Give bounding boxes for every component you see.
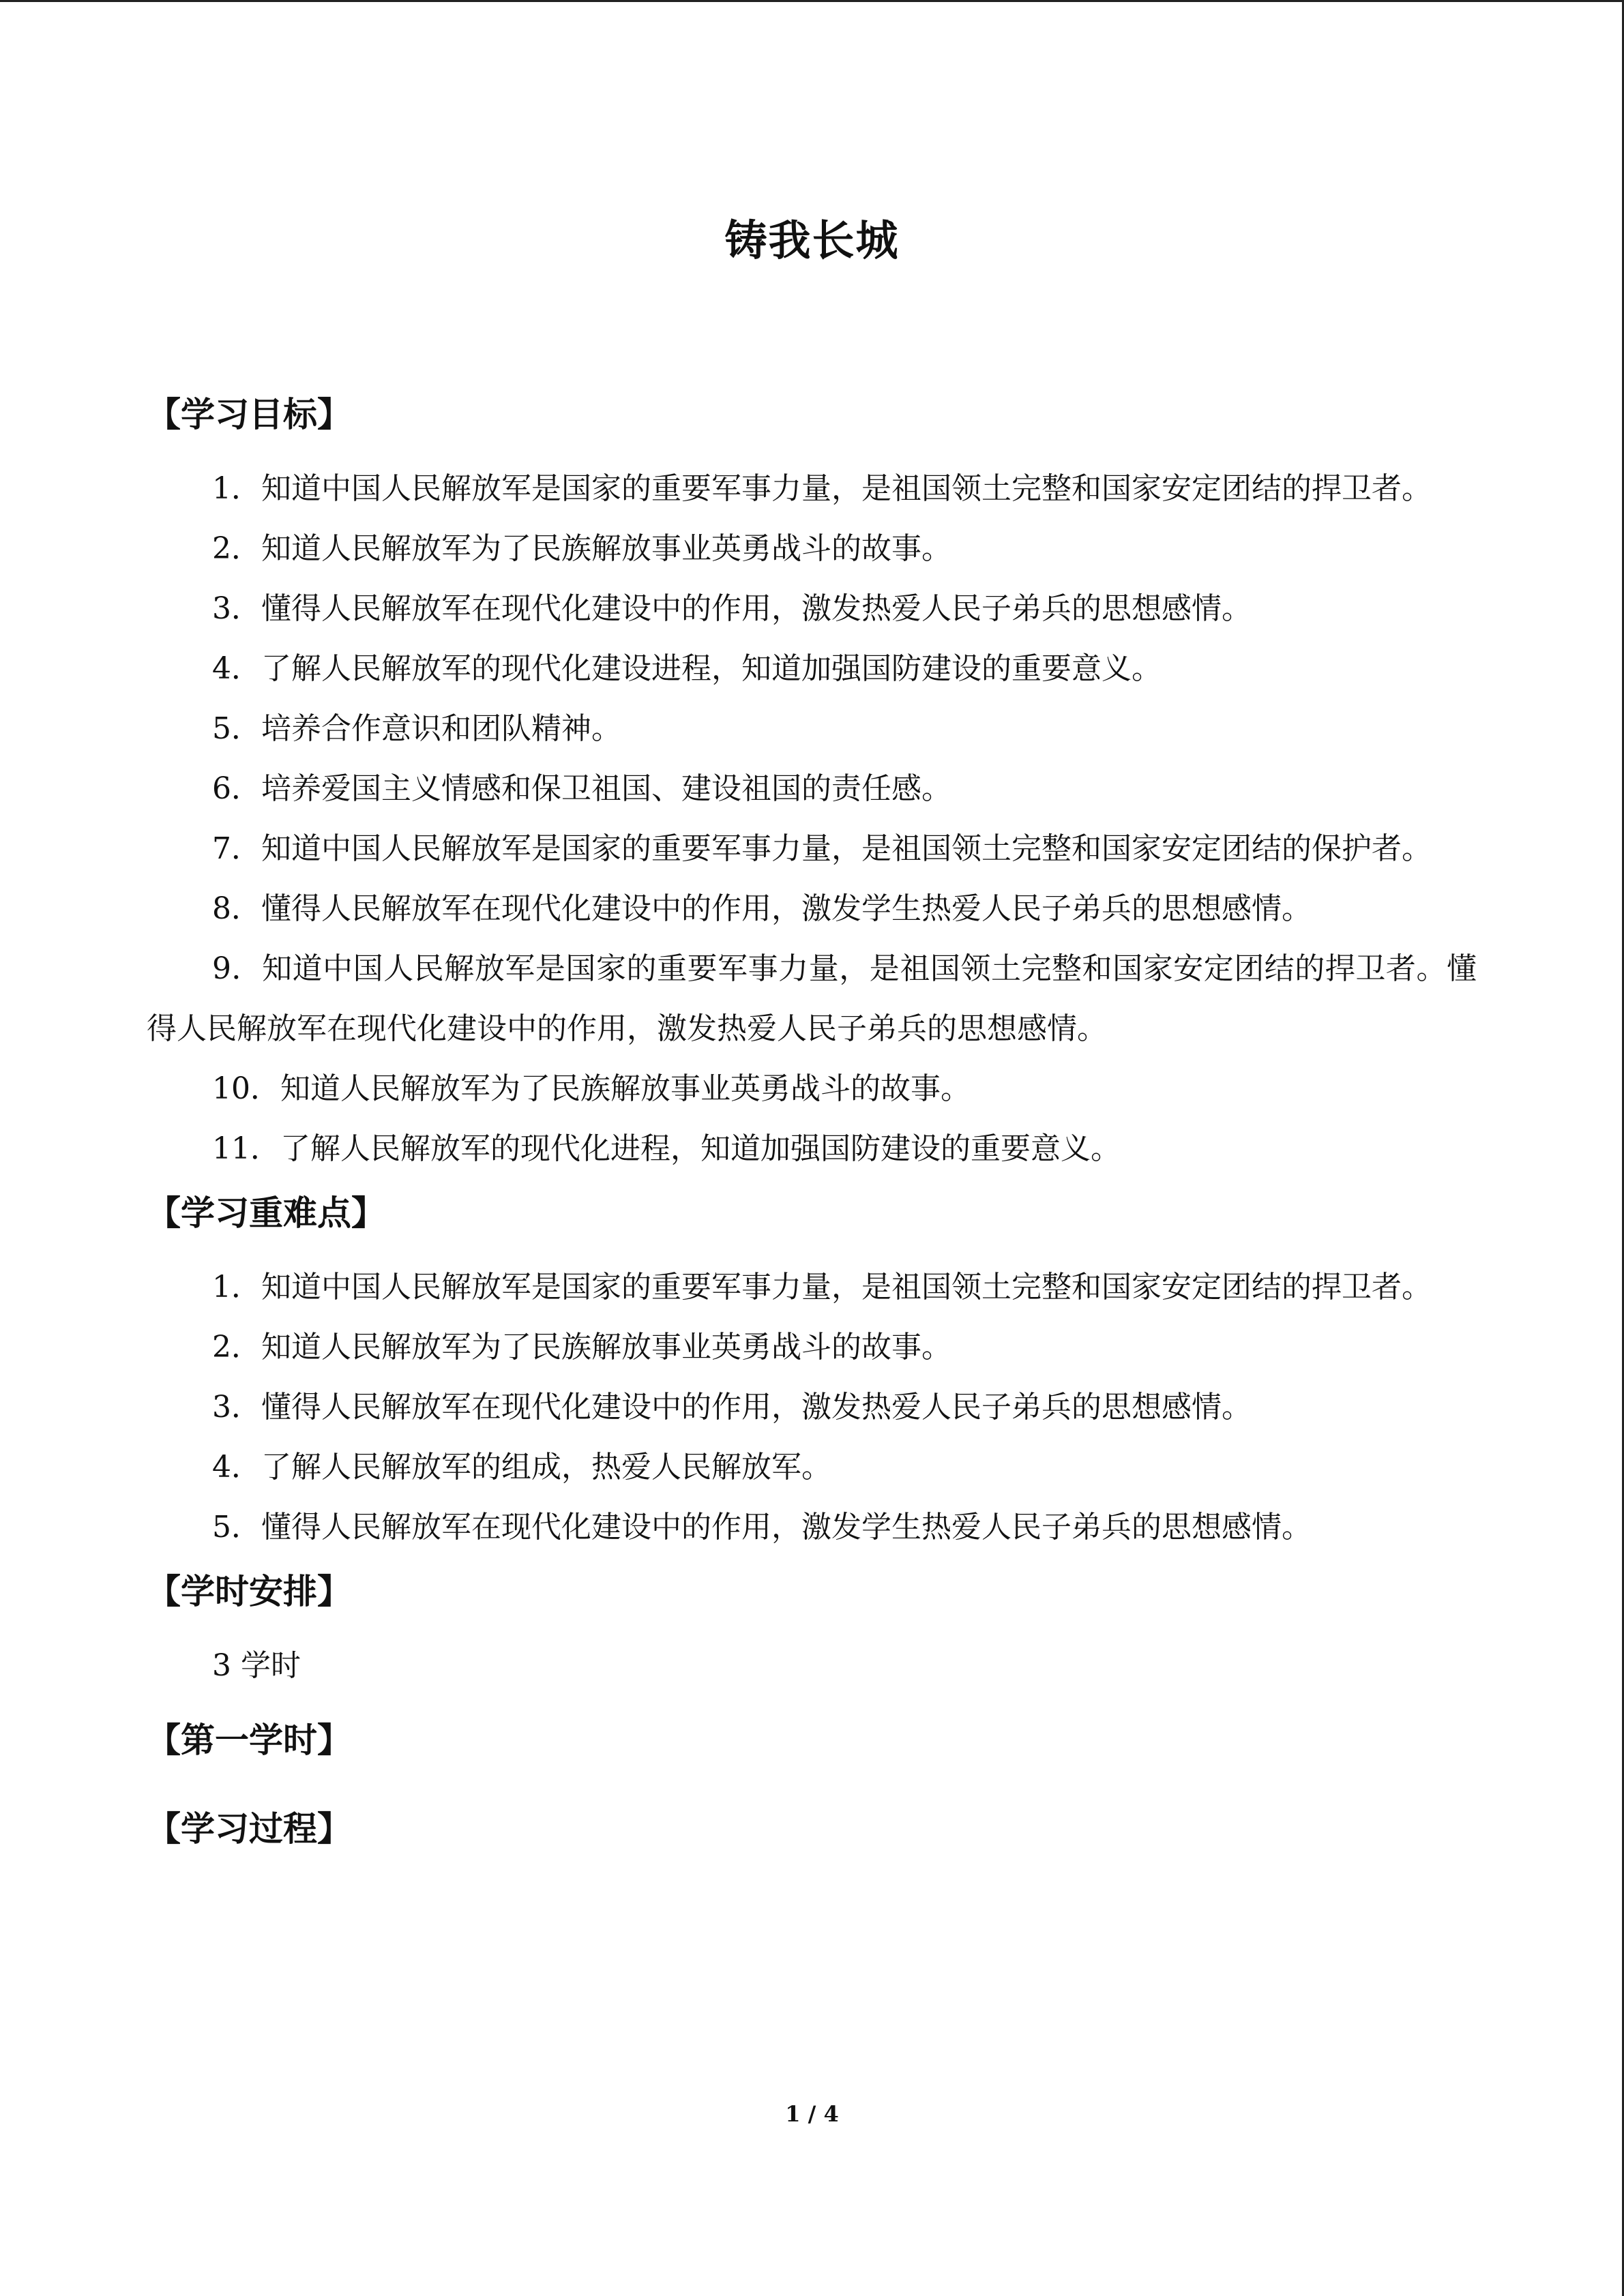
- goal-item-1: 1．知道中国人民解放军是国家的重要军事力量，是祖国领土完整和国家安定团结的捍卫者。: [212, 471, 1432, 506]
- key-point-item-4: 4．了解人民解放军的组成，热爱人民解放军。: [212, 1450, 831, 1485]
- goal-item-9: 9．知道中国人民解放军是国家的重要军事力量，是祖国领土完整和国家安定团结的捍卫者。懂得人民解放军在现代化建设中的作用，激发热爱人民子弟兵的思想感情。: [147, 951, 1477, 1046]
- goal-item-2: 2．知道人民解放军为了民族解放事业英勇战斗的故事。: [212, 531, 951, 566]
- section-first-period: [147, 1706, 1477, 1774]
- key-point-item-1: 1．知道中国人民解放军是国家的重要军事力量，是祖国领土完整和国家安定团结的捍卫者。: [212, 1270, 1432, 1304]
- section-heading-key-points: 【学习重难点】: [147, 1193, 385, 1233]
- goal-item-5: 5．培养合作意识和团队精神。: [212, 711, 621, 746]
- section-schedule: [147, 1557, 1477, 1696]
- goal-item-10: 10．知道人民解放军为了民族解放事业英勇战斗的故事。: [212, 1071, 971, 1106]
- section-goals: [147, 381, 1477, 1179]
- section-key-points: [147, 1179, 1477, 1557]
- document-body: [147, 381, 1477, 1863]
- section-heading-process: 【学习过程】: [147, 1809, 351, 1849]
- goal-item-3: 3．懂得人民解放军在现代化建设中的作用，激发热爱人民子弟兵的思想感情。: [212, 591, 1252, 626]
- section-process: [147, 1795, 1477, 1863]
- section-heading-goals: 【学习目标】: [147, 395, 351, 434]
- key-point-item-5: 5．懂得人民解放军在现代化建设中的作用，激发学生热爱人民子弟兵的思想感情。: [212, 1510, 1312, 1545]
- goal-item-7: 7．知道中国人民解放军是国家的重要军事力量，是祖国领土完整和国家安定团结的保护者。: [212, 831, 1432, 866]
- page-number: 1 / 4: [785, 2101, 839, 2127]
- schedule-text: 3 学时: [212, 1648, 301, 1683]
- section-heading-schedule: 【学时安排】: [147, 1572, 351, 1611]
- section-heading-first-period: 【第一学时】: [147, 1720, 351, 1760]
- goal-item-8: 8．懂得人民解放军在现代化建设中的作用，激发学生热爱人民子弟兵的思想感情。: [212, 891, 1312, 926]
- goal-item-6: 6．培养爱国主义情感和保卫祖国、建设祖国的责任感。: [212, 771, 951, 806]
- goal-item-11: 11．了解人民解放军的现代化进程，知道加强国防建设的重要意义。: [212, 1131, 1121, 1166]
- key-point-item-2: 2．知道人民解放军为了民族解放事业英勇战斗的故事。: [212, 1330, 951, 1365]
- key-point-item-3: 3．懂得人民解放军在现代化建设中的作用，激发热爱人民子弟兵的思想感情。: [212, 1390, 1252, 1425]
- goal-item-4: 4．了解人民解放军的现代化建设进程，知道加强国防建设的重要意义。: [212, 651, 1162, 686]
- document-title: 铸我长城: [724, 215, 900, 265]
